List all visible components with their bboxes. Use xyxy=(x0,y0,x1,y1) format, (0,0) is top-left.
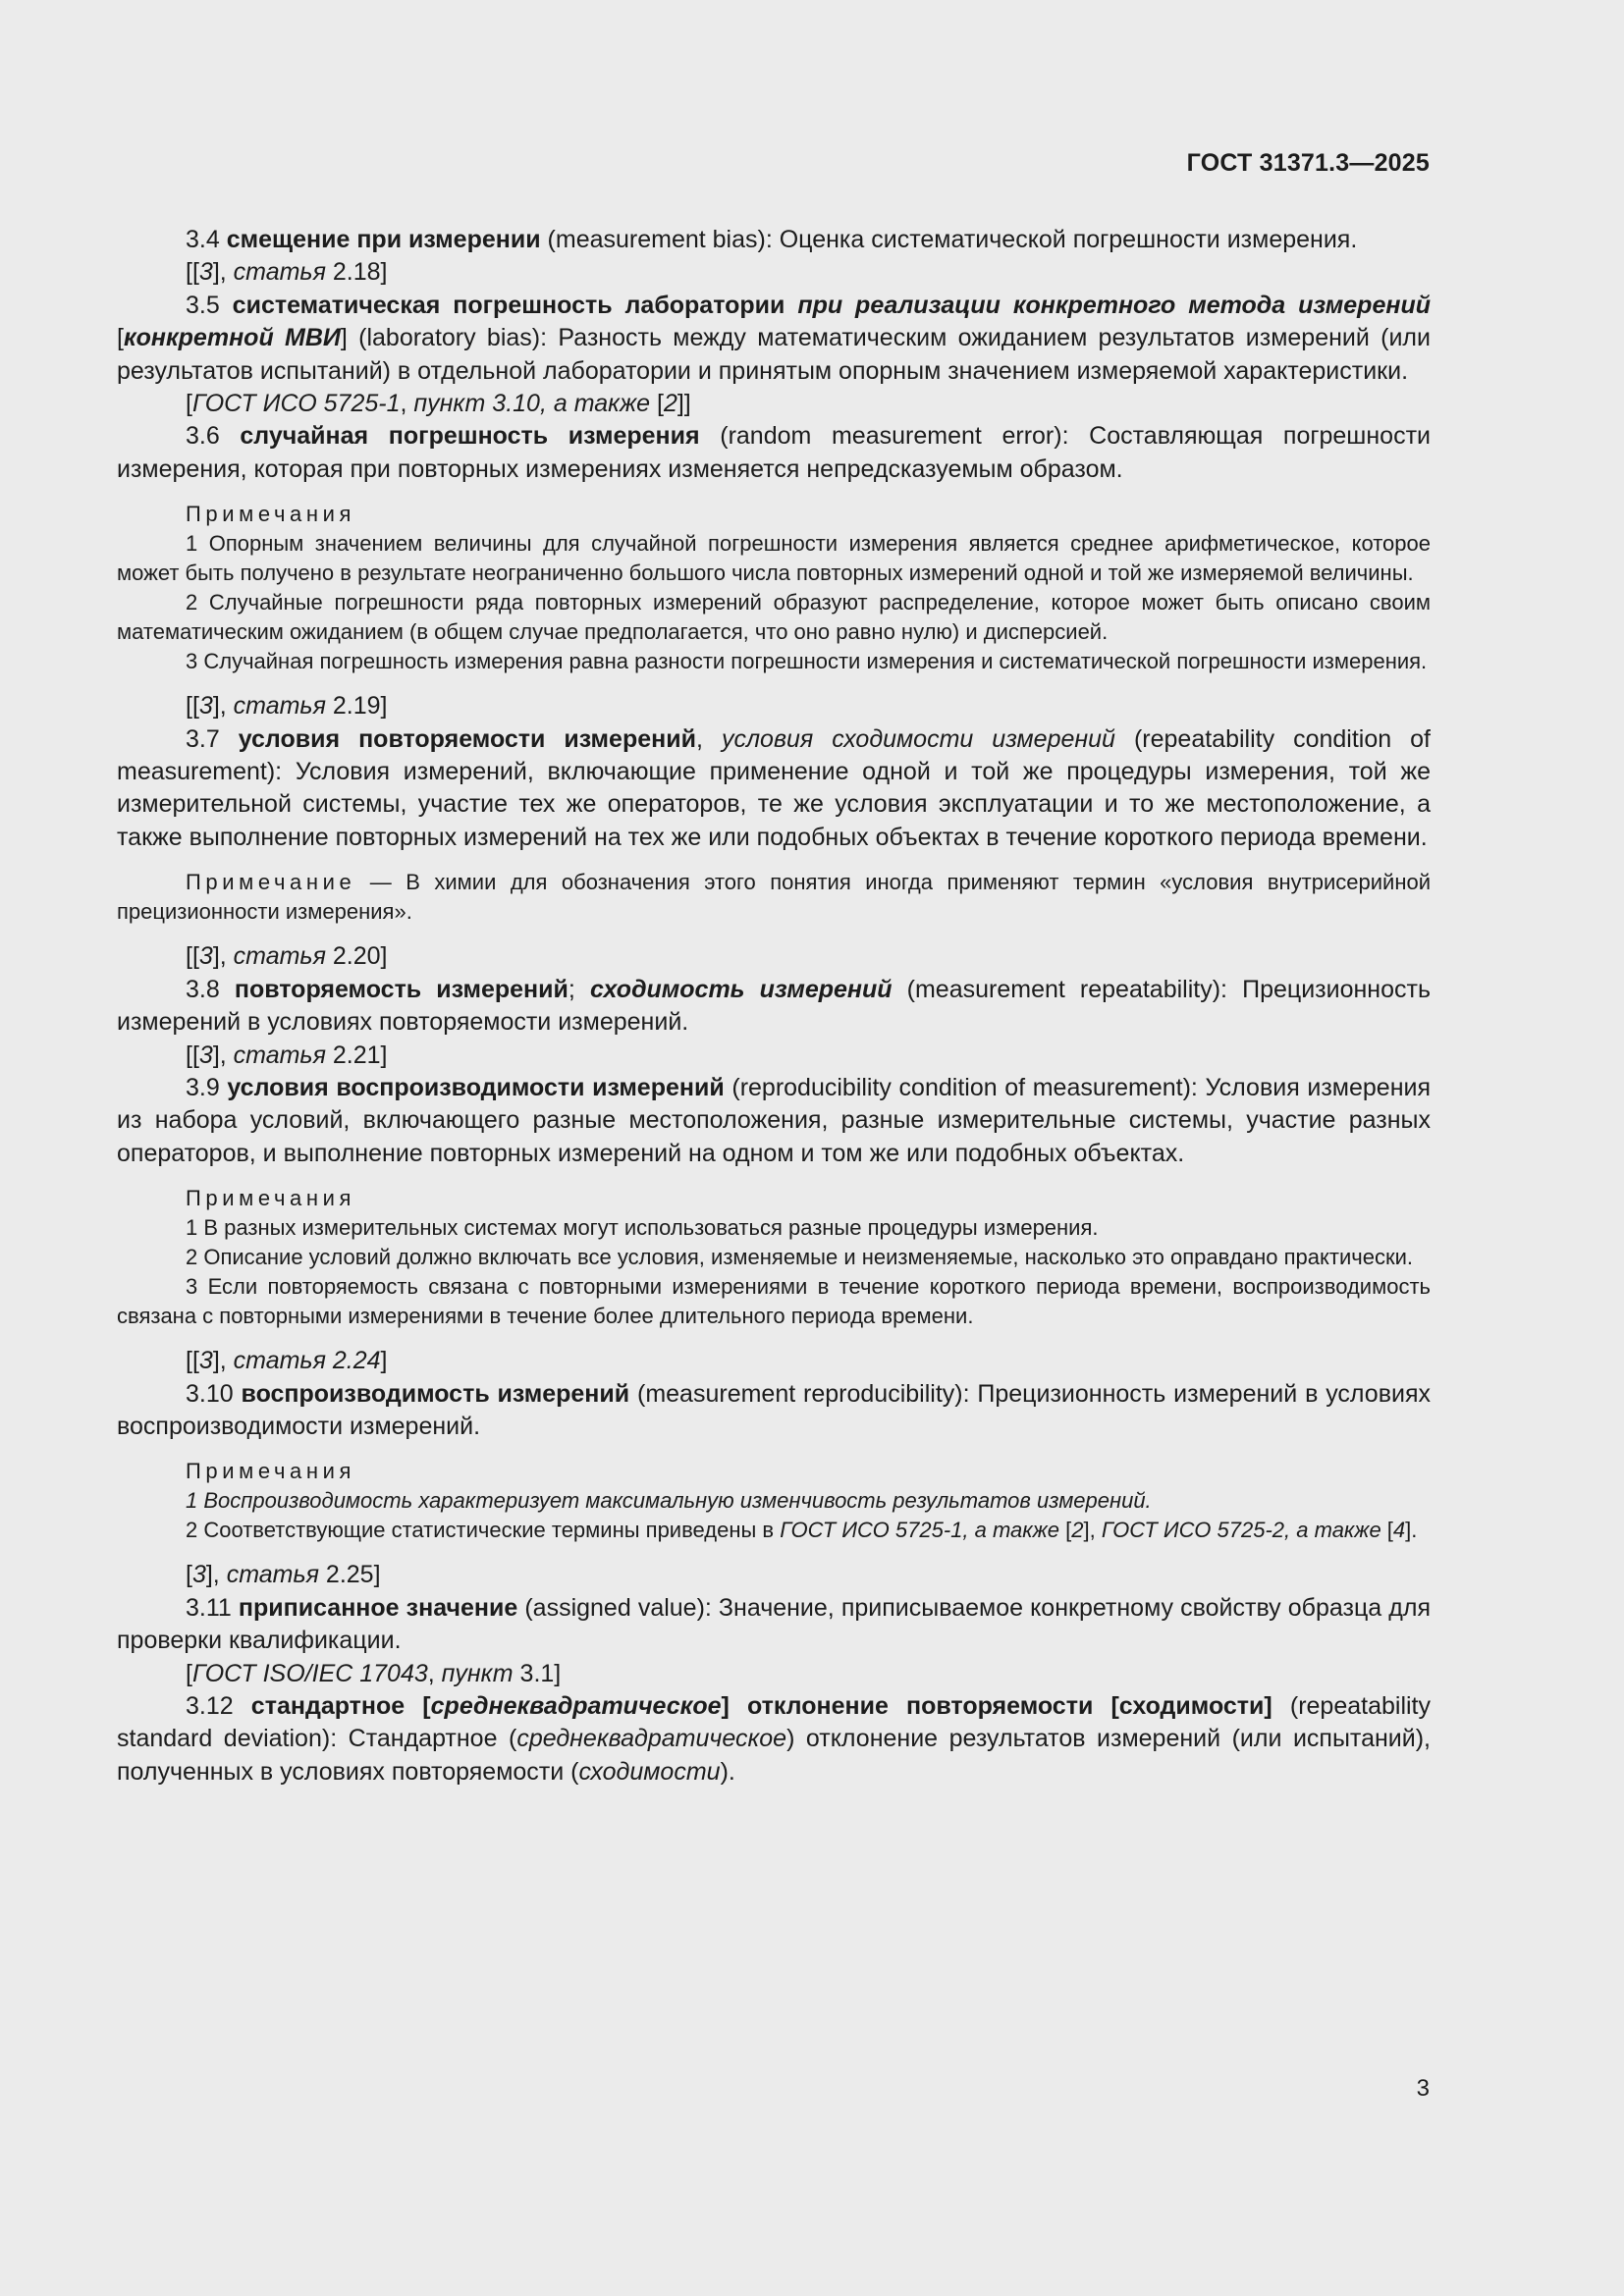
page-number: 3 xyxy=(1416,2075,1430,2102)
source-ref: [ГОСТ ИСО 5725-1, пункт 3.10, а также [2]] xyxy=(186,390,691,418)
term-definition: (repeatability condition of measurement): Условия измерений, включающие применение одной и той же процедуры измерения, той же измерительной системы, участие тех же операторов, те же условия эксплуатации и то же местоположение, а также выполнение повторных измерений на тех же или подобных объектах в течение короткого периода времени. xyxy=(117,724,1431,851)
term-number: 3.5 xyxy=(186,291,233,319)
term-3-10 xyxy=(117,1378,1431,1444)
term-number: 3.10 xyxy=(186,1379,242,1408)
term-3-12: 3.12 стандартное [среднеквадратическое] отклонение повторяемости [сходимости] (repeatability standard deviation): Стандартное (среднеквадратическое) отклонение результатов измерений (или испытаний), полученных в условиях повторяемости (сходимости). xyxy=(117,1691,1432,1786)
note-item: 1 Опорным значением величины для случайной погрешности измерения является среднее арифметическое, которое может быть получено в результате неограниченно большого числа повторных измерений одной и той же измеряемой величины. xyxy=(117,531,1431,586)
term-number: 3.8 xyxy=(186,975,235,1003)
term-definition: (repeatability standard deviation): Стандартное ( xyxy=(117,1691,1432,1753)
term-number: 3.12 xyxy=(186,1691,251,1720)
term-number: 3.11 xyxy=(186,1593,239,1622)
source-ref: [[3], статья 2.20] xyxy=(186,942,388,971)
term-definition: (measurement bias): Оценка систематической погрешности измерения. xyxy=(540,226,1358,253)
term-name: условия воспроизводимости измерений xyxy=(227,1073,725,1101)
term-3-7: 3.7 условия повторяемости измерений, условия сходимости измерений (repeatability condition of measurement): Условия измерений, включающие применение одной и той же процедуры измерения, той же измерительной системы, участие тех же операторов, те же условия эксплуатации и то же местоположение, а также выполнение повторных измерений на тех же или подобных объектах в течение короткого периода времени. xyxy=(117,724,1431,851)
source-ref: [[3], статья 2.19] xyxy=(186,692,388,721)
term-definition: (laboratory bias): Разность между математическим ожиданием результатов измерений (или результатов испытаний) в отдельной лаборатории и принятым опорным значением измеряемой характеристики. xyxy=(117,324,1431,385)
term-definition: (random measurement error): Составляющая погрешности измерения, которая при повторных измерениях изменяется непредсказуемым образом. xyxy=(117,422,1431,483)
term-name: повторяемость измерений xyxy=(234,975,568,1003)
source-ref: [[3], статья 2.18] xyxy=(186,258,388,287)
term-number: 3.4 xyxy=(186,226,227,253)
term-3-8: 3.8 повторяемость измерений; сходимость измерений (measurement repeatability): Прецизионность измерений в условиях повторяемости измерений. xyxy=(117,975,1431,1037)
term-name: условия повторяемости измерений xyxy=(238,724,696,753)
term-3-11 xyxy=(117,1592,1431,1658)
note-item: 1 В разных измерительных системах могут использоваться разные процедуры измерения. xyxy=(186,1215,1099,1241)
term-name: стандартное [ xyxy=(250,1691,431,1720)
note-item: 3 Если повторяемость связана с повторными измерениями в течение короткого периода времени, воспроизводимость связана с повторными измерениями в течение более длительного периода времени. xyxy=(117,1274,1431,1329)
term-name: смещение при измерении xyxy=(226,226,541,253)
note-item: 2 Случайные погрешности ряда повторных измерений образуют распределение, которое может быть описано своим математическим ожиданием (в общем случае предполагается, что оно равно нулю) и дисперсией. xyxy=(117,590,1431,645)
note-item: 3 Случайная погрешность измерения равна разности погрешности измерения и систематической погрешности измерения. xyxy=(186,649,1428,674)
term-name: систематическая погрешность лаборатории xyxy=(232,291,785,319)
term-name: воспроизводимость измерений xyxy=(241,1379,630,1408)
term-name: случайная погрешность измерения xyxy=(240,422,700,451)
note-item: 2 Описание условий должно включать все условия, изменяемые и неизменяемые, насколько это оправдано практически. xyxy=(186,1245,1413,1270)
notes-heading: Примечания xyxy=(186,1186,356,1211)
term-3-5: 3.5 систематическая погрешность лаборатории при реализации конкретного метода измерений [конкретной МВИ] (laboratory bias): Разность между математическим ожиданием результатов измерений (или результатов испытаний) в отдельной лаборатории и принятым опорным значением измеряемой характеристики. xyxy=(117,291,1431,385)
source-ref: [[3], статья 2.21] xyxy=(186,1041,388,1069)
term-definition: (reproducibility condition of measurement): Условия измерения из набора условий, включающего разные местоположения, разные измерительные системы, участие разных операторов, и выполнение повторных измерений на одном и том же или подобных объектах. xyxy=(117,1073,1432,1167)
note-single: Примечание — В химии для обозначения этого понятия иногда применяют термин «условия внутрисерийной прецизионности измерения». xyxy=(117,870,1431,925)
source-ref: [3], статья 2.25] xyxy=(186,1561,381,1589)
term-definition: (assigned value): Значение, приписываемое конкретному свойству образца для проверки квалификации. xyxy=(117,1593,1431,1655)
term-definition: (measurement reproducibility): Прецизионность измерений в условиях воспроизводимости измерений. xyxy=(117,1379,1431,1440)
notes-heading: Примечания xyxy=(186,502,356,527)
term-3-4 xyxy=(117,224,1431,256)
document-body xyxy=(117,224,1431,1789)
note-item: 2 Соответствующие статистические термины приведены в ГОСТ ИСО 5725-1, а также [2], ГОСТ ИСО 5725-2, а также [4]. xyxy=(186,1518,1418,1543)
document-code: ГОСТ 31371.3—2025 xyxy=(1186,149,1430,177)
term-3-9 xyxy=(117,1072,1431,1170)
term-number: 3.9 xyxy=(186,1073,228,1101)
note-item: 1 Воспроизводимость характеризует максимальную изменчивость результатов измерений. xyxy=(186,1488,1152,1514)
notes-heading: Примечания xyxy=(186,1459,356,1484)
source-ref: [[3], статья 2.24] xyxy=(186,1347,388,1375)
source-ref: [ГОСТ ISO/IEC 17043, пункт 3.1] xyxy=(186,1659,562,1687)
term-number: 3.7 xyxy=(186,724,239,753)
term-definition: (measurement repeatability): Прецизионность измерений в условиях повторяемости измерений. xyxy=(117,975,1431,1037)
term-3-6 xyxy=(117,420,1431,486)
term-number: 3.6 xyxy=(186,422,241,451)
term-name: приписанное значение xyxy=(238,1593,518,1622)
